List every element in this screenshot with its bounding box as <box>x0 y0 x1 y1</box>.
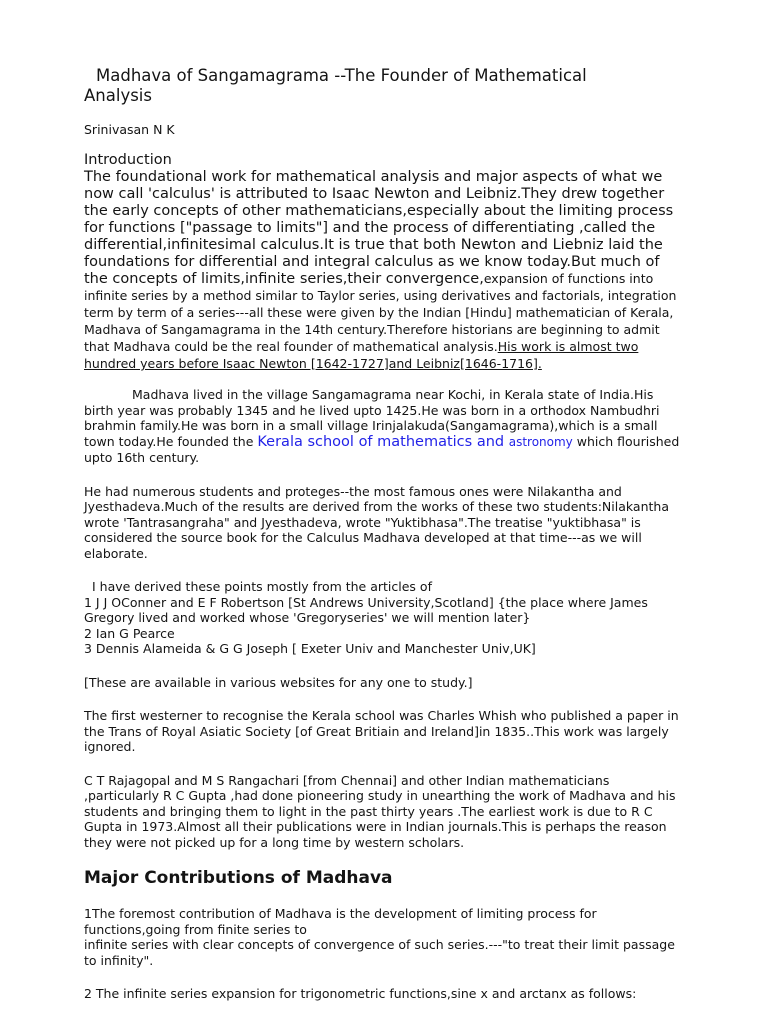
sources-lead: I have derived these points mostly from the articles of <box>92 579 432 594</box>
contribution-1-line-1: 1The foremost contribution of Madhava is the development of limiting process for functions,going from finite series to <box>84 906 597 937</box>
document-title <box>84 66 684 106</box>
source-item: 1 J J OConner and E F Robertson [St Andrews University,Scotland] {the place where James Gregory lived and worked whose 'Gregoryseries' we will mention later} <box>84 594 648 625</box>
madhava-biography-paragraph <box>84 387 684 466</box>
availability-note: [These are available in various websites for any one to study.] <box>84 674 473 690</box>
intro-underlined-text: His work is almost two hundred years before Isaac Newton [1642-1727]and Leibniz[1646-1716]. <box>84 339 639 371</box>
introduction-paragraph <box>84 169 684 373</box>
whish-paragraph: The first westerner to recognise the Kerala school was Charles Whish who published a paper in the Trans of Royal Asiatic Society [of Great Britiain and Ireland]in 1835..This work was largely ignored. <box>84 708 679 754</box>
document-page <box>84 66 684 1002</box>
section-heading: Major Contributions of Madhava <box>84 868 393 888</box>
title-line-1: Madhava of Sangamagrama --The Founder of Mathematical <box>96 66 587 85</box>
title-line-2: Analysis <box>84 86 152 105</box>
contribution-2: 2 The infinite series expansion for trigonometric functions,sine x and arctanx as follows: <box>84 986 637 1001</box>
author-name: Srinivasan N K <box>84 122 175 137</box>
intro-small-text: expansion of functions into infinite series by a method similar to Taylor series, using derivatives and factorials, integration term by term of a series---all these were given by the Indian [Hindu] mathematician of Kerala, Madhava of Sangamagrama in the 14th century.Therefore historians are beginning to admit that Madhava could be the real founder of mathematical analysis. <box>84 271 677 354</box>
rajagopal-paragraph: C T Rajagopal and M S Rangachari [from Chennai] and other Indian mathematicians ,particularly R C Gupta ,had done pioneering study in unearthing the work of Madhava and his students and bringing them to light in the past thirty years .The earliest work is due to R C Gupta in 1973.Almost all their publications were in Indian journals.This is perhaps the reason they were not picked up for a long time by western scholars. <box>84 772 676 850</box>
sources-list <box>84 579 684 657</box>
introduction-heading: Introduction <box>84 152 172 168</box>
source-item: 3 Dennis Alameida & G G Joseph [ Exeter Univ and Manchester Univ,UK] <box>84 641 536 656</box>
bio-text-after: which flourished upto 16th century. <box>84 433 680 465</box>
contribution-1 <box>84 906 684 968</box>
contribution-1-line-2: infinite series with clear concepts of convergence of such series.---"to treat their limit passage to infinity". <box>84 937 675 968</box>
source-item: 2 Ian G Pearce <box>84 625 175 641</box>
bio-text-before: Madhava lived in the village Sangamagrama near Kochi, in Kerala state of India.His birth year was probably 1345 and he lived upto 1425.He was born in a orthodox Nambudhri brahmin family.He was born in a small village Irinjalakuda(Sangamagrama),which is a small town today.He founded the <box>84 387 660 449</box>
intro-large-text: The foundational work for mathematical analysis and major aspects of what we now call 'calculus' is attributed to Isaac Newton and Leibniz.They drew together the early concepts of other mathematicians,especially about the limiting process for functions ["passage to limits"] and the process of differentiating ,called the differential,infinitesimal calculus.It is true that both Newton and Liebniz laid the foundations for differential and integral calculus as we know today.But much of the concepts of limits,infinite series,their convergence, <box>84 169 674 287</box>
students-paragraph: He had numerous students and proteges--the most famous ones were Nilakantha and Jyesthadeva.Much of the results are derived from the works of these two students:Nilakantha wrote 'Tantrasangraha" and Jyesthadeva, wrote "Yuktibhasa".The treatise "yuktibhasa" is considered the source book for the Calculus Madhava developed at that time---as we will elaborate. <box>84 483 669 561</box>
kerala-school-link[interactable]: Kerala school of mathematics and <box>257 433 509 450</box>
astronomy-link[interactable]: astronomy <box>508 434 573 449</box>
